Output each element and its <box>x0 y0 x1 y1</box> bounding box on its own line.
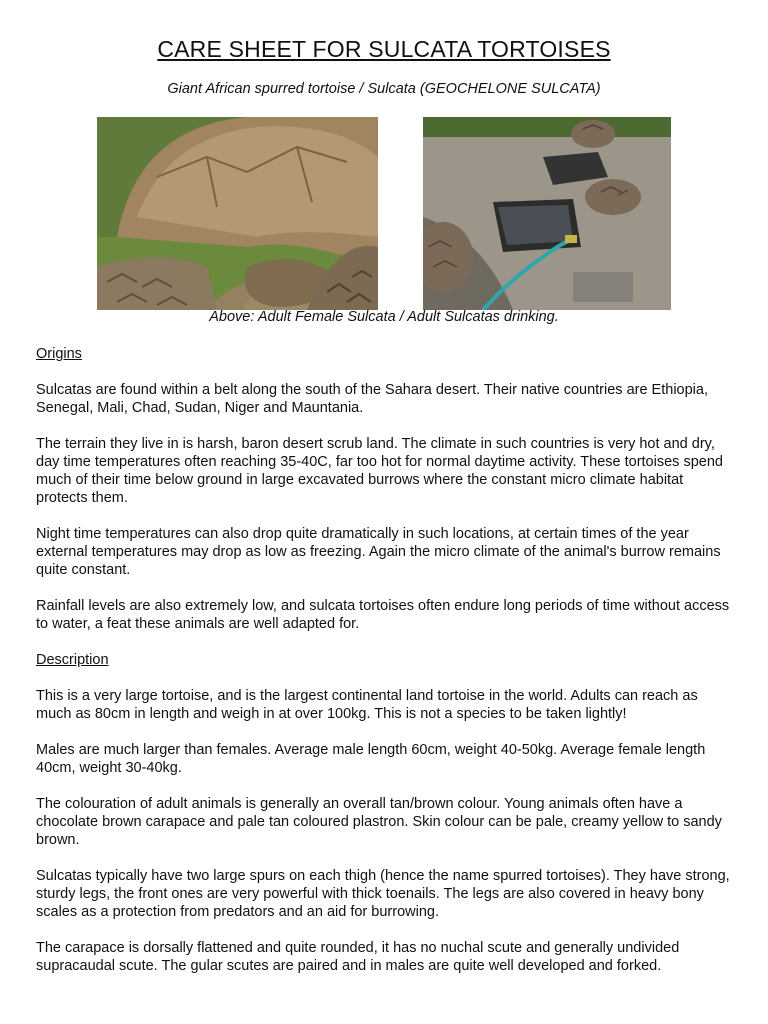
photo-adult-sulcatas-drinking <box>423 117 671 310</box>
photo-caption: Above: Adult Female Sulcata / Adult Sulcatas drinking. <box>209 309 559 325</box>
paragraph: Sulcatas are found within a belt along the south of the Sahara desert. Their native countries are Ethiopia, Senegal, Mali, Chad, Sudan, Niger and Mauntania. <box>36 382 708 416</box>
paragraph: Rainfall levels are also extremely low, and sulcata tortoises often endure long periods of time without access to water, a feat these animals are well adapted for. <box>36 598 730 632</box>
paragraph: The terrain they live in is harsh, baron desert scrub land. The climate in such countries is very hot and dry, day time temperatures often reaching 35-40C, far too hot for normal daytime activity. These tortoises spend much of their time below ground in large excavated burrows where the constant micro climate habitat protects them. <box>36 436 723 506</box>
section-heading-description: Description <box>36 652 109 668</box>
paragraph: The carapace is dorsally flattened and quite rounded, it has no nuchal scute and generally undivided supracaudal scute. The gular scutes are paired and in males are quite well developed and forked. <box>36 940 680 974</box>
paragraph: This is a very large tortoise, and is the largest continental land tortoise in the world. Adults can reach as much as 80cm in length and weigh in at over 100kg. This is not a species to be taken lightly! <box>36 688 698 722</box>
paragraph: Night time temperatures can also drop quite dramatically in such locations, at certain times of the year external temperatures may drop as low as freezing. Again the micro climate of the animal's burrow remains quite constant. <box>36 526 721 578</box>
paragraph: Sulcatas typically have two large spurs on each thigh (hence the name spurred tortoises). They have strong, sturdy legs, the front ones are very powerful with thick toenails. The legs are also covered in heavy bony scales as a protection from predators and an aid for burrowing. <box>36 868 730 920</box>
page-title: CARE SHEET FOR SULCATA TORTOISES <box>157 36 611 62</box>
document-body <box>36 345 736 993</box>
paragraph: The colouration of adult animals is generally an overall tan/brown colour. Young animals often have a chocolate brown carapace and pale tan coloured plastron. Skin colour can be pale, creamy yellow to sandy brown. <box>36 796 722 848</box>
photo-adult-female-sulcata <box>97 117 378 310</box>
section-heading-origins: Origins <box>36 346 82 362</box>
paragraph: Males are much larger than females. Average male length 60cm, weight 40-50kg. Average female length 40cm, weight 30-40kg. <box>36 742 706 776</box>
page-subtitle: Giant African spurred tortoise / Sulcata (GEOCHELONE SULCATA) <box>167 81 601 97</box>
